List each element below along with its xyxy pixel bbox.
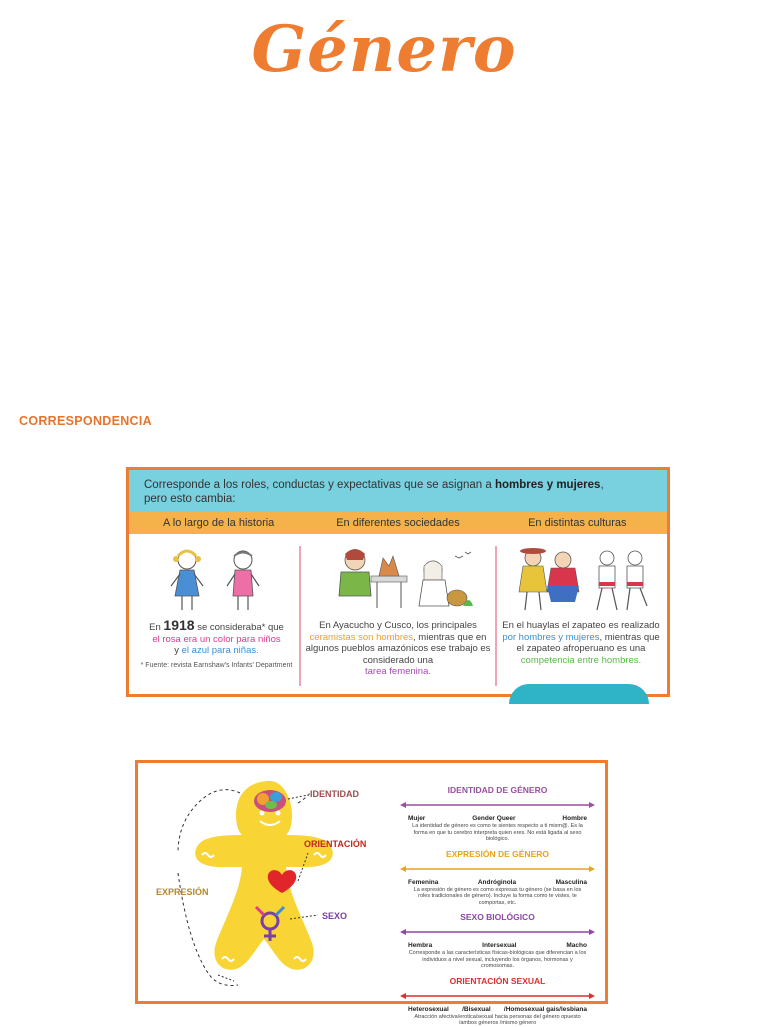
blue-highlight: por hombres y mujeres (502, 631, 600, 643)
axis-left: Mujer (408, 815, 426, 822)
section-description: La expresión de género es como expresas tu género (se basa en los roles tradicionales de género). Incluye la forma como te vistes, te comportas, etc. (413, 886, 582, 906)
column-divider (495, 546, 497, 686)
section-title: IDENTIDAD DE GÉNERO (447, 785, 548, 795)
section-description: Corresponde a las características físicas-biológicas que diferencian a los individuos a nivel sexual, incluyendo los órganos, hormonas y cromosomas. (408, 950, 587, 969)
banner-text-part: , (600, 479, 604, 491)
axis-center: Andróginola (477, 878, 517, 886)
section-sexo-biologico (400, 912, 595, 970)
column-divider (299, 546, 301, 686)
text-span: En Ayacucho y Cusco, los principales (319, 620, 477, 631)
section-description: Atracción afectiva/erotica/sexual hacia personas del género opuesto /ambos géneros /mismo género (414, 1013, 581, 1026)
section-identidad-genero (400, 785, 595, 843)
label-orientacion: ORIENTACIÓN (304, 839, 367, 849)
text-span: En el huaylas el zapateo es realizado (502, 620, 660, 631)
column-headings (129, 512, 667, 534)
banner-text-line2: pero esto cambia: (144, 493, 236, 505)
text-span: se consideraba* que (194, 622, 284, 633)
text-span: En (149, 622, 164, 633)
label-identidad: IDENTIDAD (310, 789, 359, 799)
axis-left: Heterosexual (408, 1005, 449, 1013)
section-title: SEXO BIOLÓGICO (460, 912, 535, 922)
green-highlight: competencia entre hombres. (520, 654, 642, 666)
section-title: ORIENTACIÓN SEXUAL (449, 975, 546, 986)
axis-labels (400, 815, 595, 822)
text-span: , mientras que en algunos pueblos amazónicos ese trabajo es considerado una (305, 631, 491, 666)
ceramists-illustration (327, 546, 477, 616)
text-span: y (174, 645, 182, 656)
teal-accent-shape (509, 684, 649, 704)
section-label: CORRESPONDENCIA (19, 414, 152, 428)
axis-center: Intersexual (482, 942, 517, 949)
spectrum-arrow (400, 802, 595, 808)
section-orientacion-sexual (400, 976, 595, 1027)
axis-right: Hombre (562, 815, 587, 822)
axis-labels (400, 879, 595, 886)
year-1918: 1918 (163, 617, 195, 633)
axis-right: Macho (566, 942, 587, 949)
gingerbread-figure (138, 763, 400, 1001)
axis-center: Gender Queer (472, 815, 516, 822)
spectrum-arrow (400, 929, 595, 935)
societies-text (305, 620, 491, 678)
children-illustration (163, 546, 273, 616)
spectrum-arrow (400, 993, 595, 999)
label-sexo: SEXO (322, 911, 348, 921)
heading-history: A lo largo de la historia (163, 517, 275, 529)
axis-left: Hembra (408, 942, 433, 949)
section-title: EXPRESIÓN DE GÉNERO (446, 848, 549, 859)
infographic-banner (129, 470, 667, 512)
spectrum-panel (400, 785, 595, 1027)
banner-text (144, 478, 644, 506)
page-title: Género (251, 12, 517, 87)
label-expresion: EXPRESIÓN (156, 887, 209, 897)
axis-labels (400, 942, 595, 949)
purple-highlight: tarea femenina. (364, 666, 431, 677)
section-expresion-genero (400, 849, 595, 907)
text-span: , mientras que el zapateo afroperuano es una (516, 631, 660, 654)
gender-roles-infographic (126, 467, 670, 697)
orange-highlight: ceramistas son hombres (309, 631, 414, 643)
axis-right: Masculina (555, 878, 587, 886)
source-note: * Fuente: revista Earnshaw's Infants' Department (140, 661, 293, 669)
pink-highlight: el rosa era un color para niños (152, 633, 281, 645)
axis-right: /Homosexual gais/lesbiana (503, 1005, 587, 1013)
banner-text-part: Corresponde a los roles, conductas y expectativas que se asignan a (144, 479, 495, 491)
axis-left: Femenina (408, 878, 439, 886)
section-description: La identidad de género es como te sientes respecto a ti mism@. Es la forma en que tu cerebro interpreta quien eres. No está ligada al sexo biológico. (412, 823, 583, 842)
heading-cultures: En distintas culturas (528, 517, 627, 529)
axis-labels (400, 1006, 595, 1013)
heading-societies: En diferentes sociedades (336, 517, 460, 529)
axis-center: /Bisexual (462, 1005, 491, 1013)
blue-highlight: el azul para niñas. (181, 645, 259, 656)
cultures-text (501, 620, 661, 666)
history-text (139, 617, 294, 670)
dancers-illustration (511, 546, 651, 616)
banner-text-bold: hombres y mujeres (494, 479, 601, 491)
spectrum-arrow (400, 866, 595, 872)
gender-gingerbread-diagram (135, 760, 608, 1026)
